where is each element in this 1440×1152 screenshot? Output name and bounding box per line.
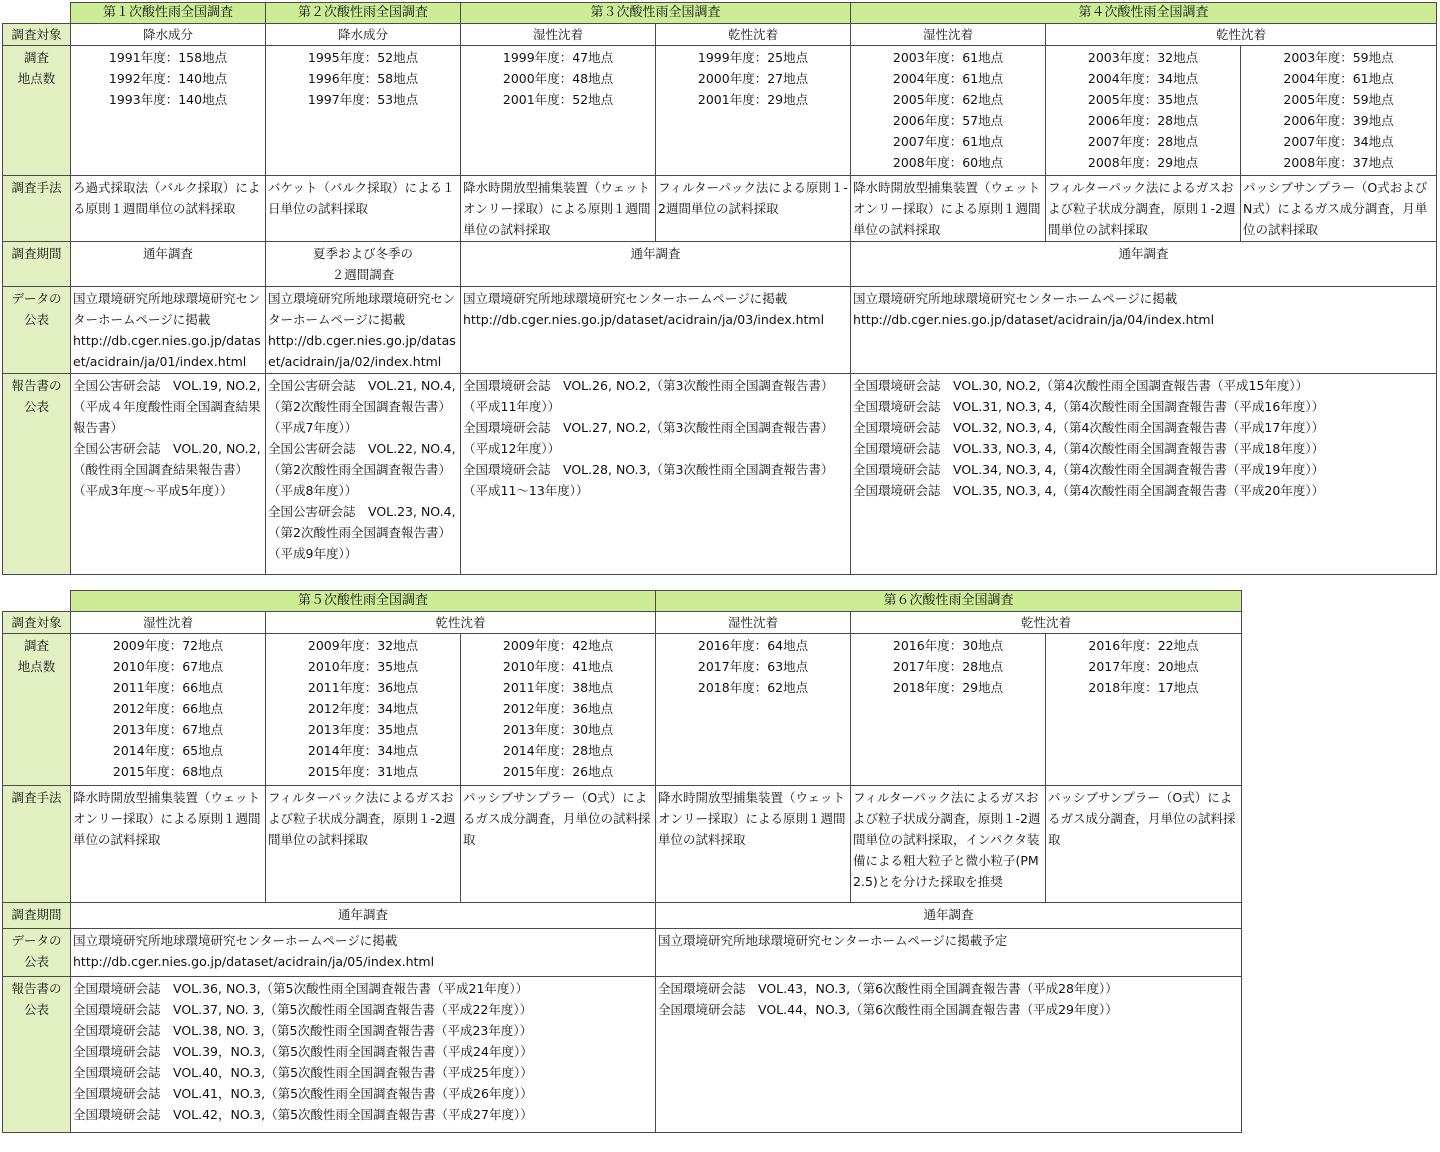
method-cell: パッシブサンプラー（O式）によるガス成分調査，月単位の試料採取 [461,786,656,903]
data-cell: 国立環境研究所地球環境研究センターホームページに掲載 http://db.cger.nies.go.jp/dataset/acidrain/ja/02/index.html [266,287,461,374]
method-cell: フィルターパック法によるガスおよび粒子状成分調査，原則１-2週間単位の試料採取 [266,786,461,903]
report-cell: 全国公害研会誌 VOL.19, NO.2,（平成４年度酸性雨全国調査結果報告書） 全国公害研会誌 VOL.20, NO.2,（酸性雨全国調査結果報告書）（平成3年度～平成5年度）） [71,374,266,575]
report-cell: 全国環境研会誌 VOL.30, NO.2,（第4次酸性雨全国調査報告書（平成15年度）） 全国環境研会誌 VOL.31, NO.3, 4,（第4次酸性雨全国調査報告書（平成16年度）） 全国環境研会誌 VOL.32, NO.3, 4,（第4次酸性雨全国調査報告書（平成17年度）） 全国環境研会誌 VOL.33, NO.3, 4,（第4次酸性雨全国調査報告書（平成18年度）） 全国環境研会誌 VOL.34, NO.3, 4,（第4次酸性雨全国調査報告書（平成19年度）） 全国環境研会誌 VOL.35, NO.3, 4,（第4次酸性雨全国調査報告書（平成20年度）） [851,374,1437,575]
report-cell: 全国環境研会誌 VOL.43，NO.3,（第6次酸性雨全国調査報告書（平成28年度）） 全国環境研会誌 VOL.44，NO.3,（第6次酸性雨全国調査報告書（平成29年度）） [656,977,1242,1133]
period-cell: 通年調査 [656,903,1242,929]
survey-1-header: 第１次酸性雨全国調査 [71,3,266,24]
target-cell: 乾性沈着 [266,612,656,634]
target-cell: 乾性沈着 [1046,24,1437,46]
target-cell: 湿性沈着 [71,612,266,634]
method-row [3,176,1437,242]
data-url: http://db.cger.nies.go.jp/dataset/acidrain/ja/03/index.html [463,312,825,327]
data-cell: 国立環境研究所地球環境研究センターホームページに掲載 http://db.cger.nies.go.jp/dataset/acidrain/ja/04/index.html [851,287,1437,374]
period-cell: 通年調査 [71,903,656,929]
method-cell: パッシブサンプラー（O式）によるガス成分調査，月単位の試料採取 [1046,786,1242,903]
period-cell: 通年調査 [461,242,851,287]
row-label-target: 調査対象 [3,24,71,46]
points-cell: 1995年度：52地点 1996年度：58地点 1997年度：53地点 [266,46,461,176]
method-cell: バケット（バルク採取）による１日単位の試料採取 [266,176,461,242]
points-cell: 2016年度：22地点 2017年度：20地点 2018年度：17地点 [1046,634,1242,786]
target-cell: 降水成分 [71,24,266,46]
target-cell: 降水成分 [266,24,461,46]
points-cell: 2016年度：64地点 2017年度：63地点 2018年度：62地点 [656,634,851,786]
points-cell: 2009年度：32地点 2010年度：35地点 2011年度：36地点 2012年度：34地点 2013年度：35地点 2014年度：34地点 2015年度：31地点 [266,634,461,786]
survey-5-header: 第５次酸性雨全国調査 [71,591,656,612]
method-cell: フィルターパック法による原則１-2週間単位の試料採取 [656,176,851,242]
report-cell: 全国公害研会誌 VOL.21, NO.4,（第2次酸性雨全国調査報告書）（平成7年度）） 全国公害研会誌 VOL.22, NO.4,（第2次酸性雨全国調査報告書）（平成8年度）） 全国公害研会誌 VOL.23, NO.4,（第2次酸性雨全国調査報告書）（平成9年度）） [266,374,461,575]
row-label-method: 調査手法 [3,786,71,903]
header-row [3,3,1437,24]
points-cell: 2009年度：72地点 2010年度：67地点 2011年度：66地点 2012年度：66地点 2013年度：67地点 2014年度：65地点 2015年度：68地点 [71,634,266,786]
target-cell: 湿性沈着 [461,24,656,46]
survey-3-header: 第３次酸性雨全国調査 [461,3,851,24]
method-cell: フィルターパック法によるガスおよび粒子状成分調査，原則１-2週間単位の試料採取，インパクタ装備による粗大粒子と微小粒子(PM2.5)とを分けた採取を推奨 [851,786,1046,903]
points-cell: 2003年度：61地点 2004年度：61地点 2005年度：62地点 2006年度：57地点 2007年度：61地点 2008年度：60地点 [851,46,1046,176]
data-cell: 国立環境研究所地球環境研究センターホームページに掲載 http://db.cger.nies.go.jp/dataset/acidrain/ja/03/index.html [461,287,851,374]
survey-table-1-4 [2,2,1437,575]
points-row [3,46,1437,176]
row-label-method: 調査手法 [3,176,71,242]
period-row [3,242,1437,287]
header-row [3,591,1242,612]
points-cell: 1991年度：158地点 1992年度：140地点 1993年度：140地点 [71,46,266,176]
period-row [3,903,1242,929]
data-url: http://db.cger.nies.go.jp/dataset/acidrain/ja/05/index.html [73,954,435,969]
method-row [3,786,1242,903]
points-cell: 2003年度：59地点 2004年度：61地点 2005年度：59地点 2006年度：39地点 2007年度：34地点 2008年度：37地点 [1241,46,1437,176]
method-cell: フィルターパック法によるガスおよび粒子状成分調査，原則１-2週間単位の試料採取 [1046,176,1241,242]
target-cell: 湿性沈着 [851,24,1046,46]
method-cell: パッシブサンプラー（O式およびN式）によるガス成分調査，月単位の試料採取 [1241,176,1437,242]
data-url: http://db.cger.nies.go.jp/dataset/acidrain/ja/01/index.html [73,333,261,369]
survey-6-header: 第６次酸性雨全国調査 [656,591,1242,612]
method-cell: ろ過式採取法（バルク採取）による原則１週間単位の試料採取 [71,176,266,242]
row-label-points: 調査 地点数 [3,634,71,786]
data-cell: 国立環境研究所地球環境研究センターホームページに掲載予定 [656,929,1242,977]
survey-2-header: 第２次酸性雨全国調査 [266,3,461,24]
points-cell: 2009年度：42地点 2010年度：41地点 2011年度：38地点 2012年度：36地点 2013年度：30地点 2014年度：28地点 2015年度：26地点 [461,634,656,786]
period-cell: 通年調査 [851,242,1437,287]
row-label-points: 調査 地点数 [3,46,71,176]
data-row [3,929,1242,977]
method-cell: 降水時開放型捕集装置（ウェットオンリー採取）による原則１週間単位の試料採取 [656,786,851,903]
report-cell: 全国環境研会誌 VOL.36, NO.3,（第5次酸性雨全国調査報告書（平成21年度）） 全国環境研会誌 VOL.37, NO. 3,（第5次酸性雨全国調査報告書（平成22年度）） 全国環境研会誌 VOL.38, NO. 3,（第5次酸性雨全国調査報告書（平成23年度）） 全国環境研会誌 VOL.39，NO.3,（第5次酸性雨全国調査報告書（平成24年度）） 全国環境研会誌 VOL.40，NO.3,（第5次酸性雨全国調査報告書（平成25年度）） 全国環境研会誌 VOL.41，NO.3,（第5次酸性雨全国調査報告書（平成26年度）） 全国環境研会誌 VOL.42，NO.3,（第5次酸性雨全国調査報告書（平成27年度）） [71,977,656,1133]
points-cell: 1999年度：25地点 2000年度：27地点 2001年度：29地点 [656,46,851,176]
row-label-report: 報告書の 公表 [3,374,71,575]
data-row [3,287,1437,374]
row-label-period: 調査期間 [3,903,71,929]
row-label-target: 調査対象 [3,612,71,634]
points-row [3,634,1242,786]
survey-table-5-6 [2,590,1242,1133]
survey-4-header: 第４次酸性雨全国調査 [851,3,1437,24]
report-cell: 全国環境研会誌 VOL.26, NO.2,（第3次酸性雨全国調査報告書）（平成11年度）） 全国環境研会誌 VOL.27, NO.2,（第3次酸性雨全国調査報告書）（平成12年度）） 全国環境研会誌 VOL.28, NO.3,（第3次酸性雨全国調査報告書）（平成11～13年度）） [461,374,851,575]
row-label-report: 報告書の 公表 [3,977,71,1133]
method-cell: 降水時開放型捕集装置（ウェットオンリー採取）による原則１週間単位の試料採取 [461,176,656,242]
report-row [3,374,1437,575]
data-url: http://db.cger.nies.go.jp/dataset/acidrain/ja/04/index.html [853,312,1215,327]
target-row [3,24,1437,46]
period-cell: 通年調査 [71,242,266,287]
row-label-data: データの 公表 [3,929,71,977]
data-cell: 国立環境研究所地球環境研究センターホームページに掲載 http://db.cger.nies.go.jp/dataset/acidrain/ja/01/index.html [71,287,266,374]
target-cell: 乾性沈着 [656,24,851,46]
row-label-period: 調査期間 [3,242,71,287]
points-cell: 2003年度：32地点 2004年度：34地点 2005年度：35地点 2006年度：28地点 2007年度：28地点 2008年度：29地点 [1046,46,1241,176]
method-cell: 降水時開放型捕集装置（ウェットオンリー採取）による原則１週間単位の試料採取 [851,176,1046,242]
data-cell: 国立環境研究所地球環境研究センターホームページに掲載 http://db.cger.nies.go.jp/dataset/acidrain/ja/05/index.html [71,929,656,977]
points-cell: 1999年度：47地点 2000年度：48地点 2001年度：52地点 [461,46,656,176]
period-cell: 夏季および冬季の ２週間調査 [266,242,461,287]
method-cell: 降水時開放型捕集装置（ウェットオンリー採取）による原則１週間単位の試料採取 [71,786,266,903]
target-cell: 乾性沈着 [851,612,1242,634]
row-label-data: データの 公表 [3,287,71,374]
data-url: http://db.cger.nies.go.jp/dataset/acidrain/ja/02/index.html [268,333,456,369]
target-row [3,612,1242,634]
report-row [3,977,1242,1133]
target-cell: 湿性沈着 [656,612,851,634]
points-cell: 2016年度：30地点 2017年度：28地点 2018年度：29地点 [851,634,1046,786]
